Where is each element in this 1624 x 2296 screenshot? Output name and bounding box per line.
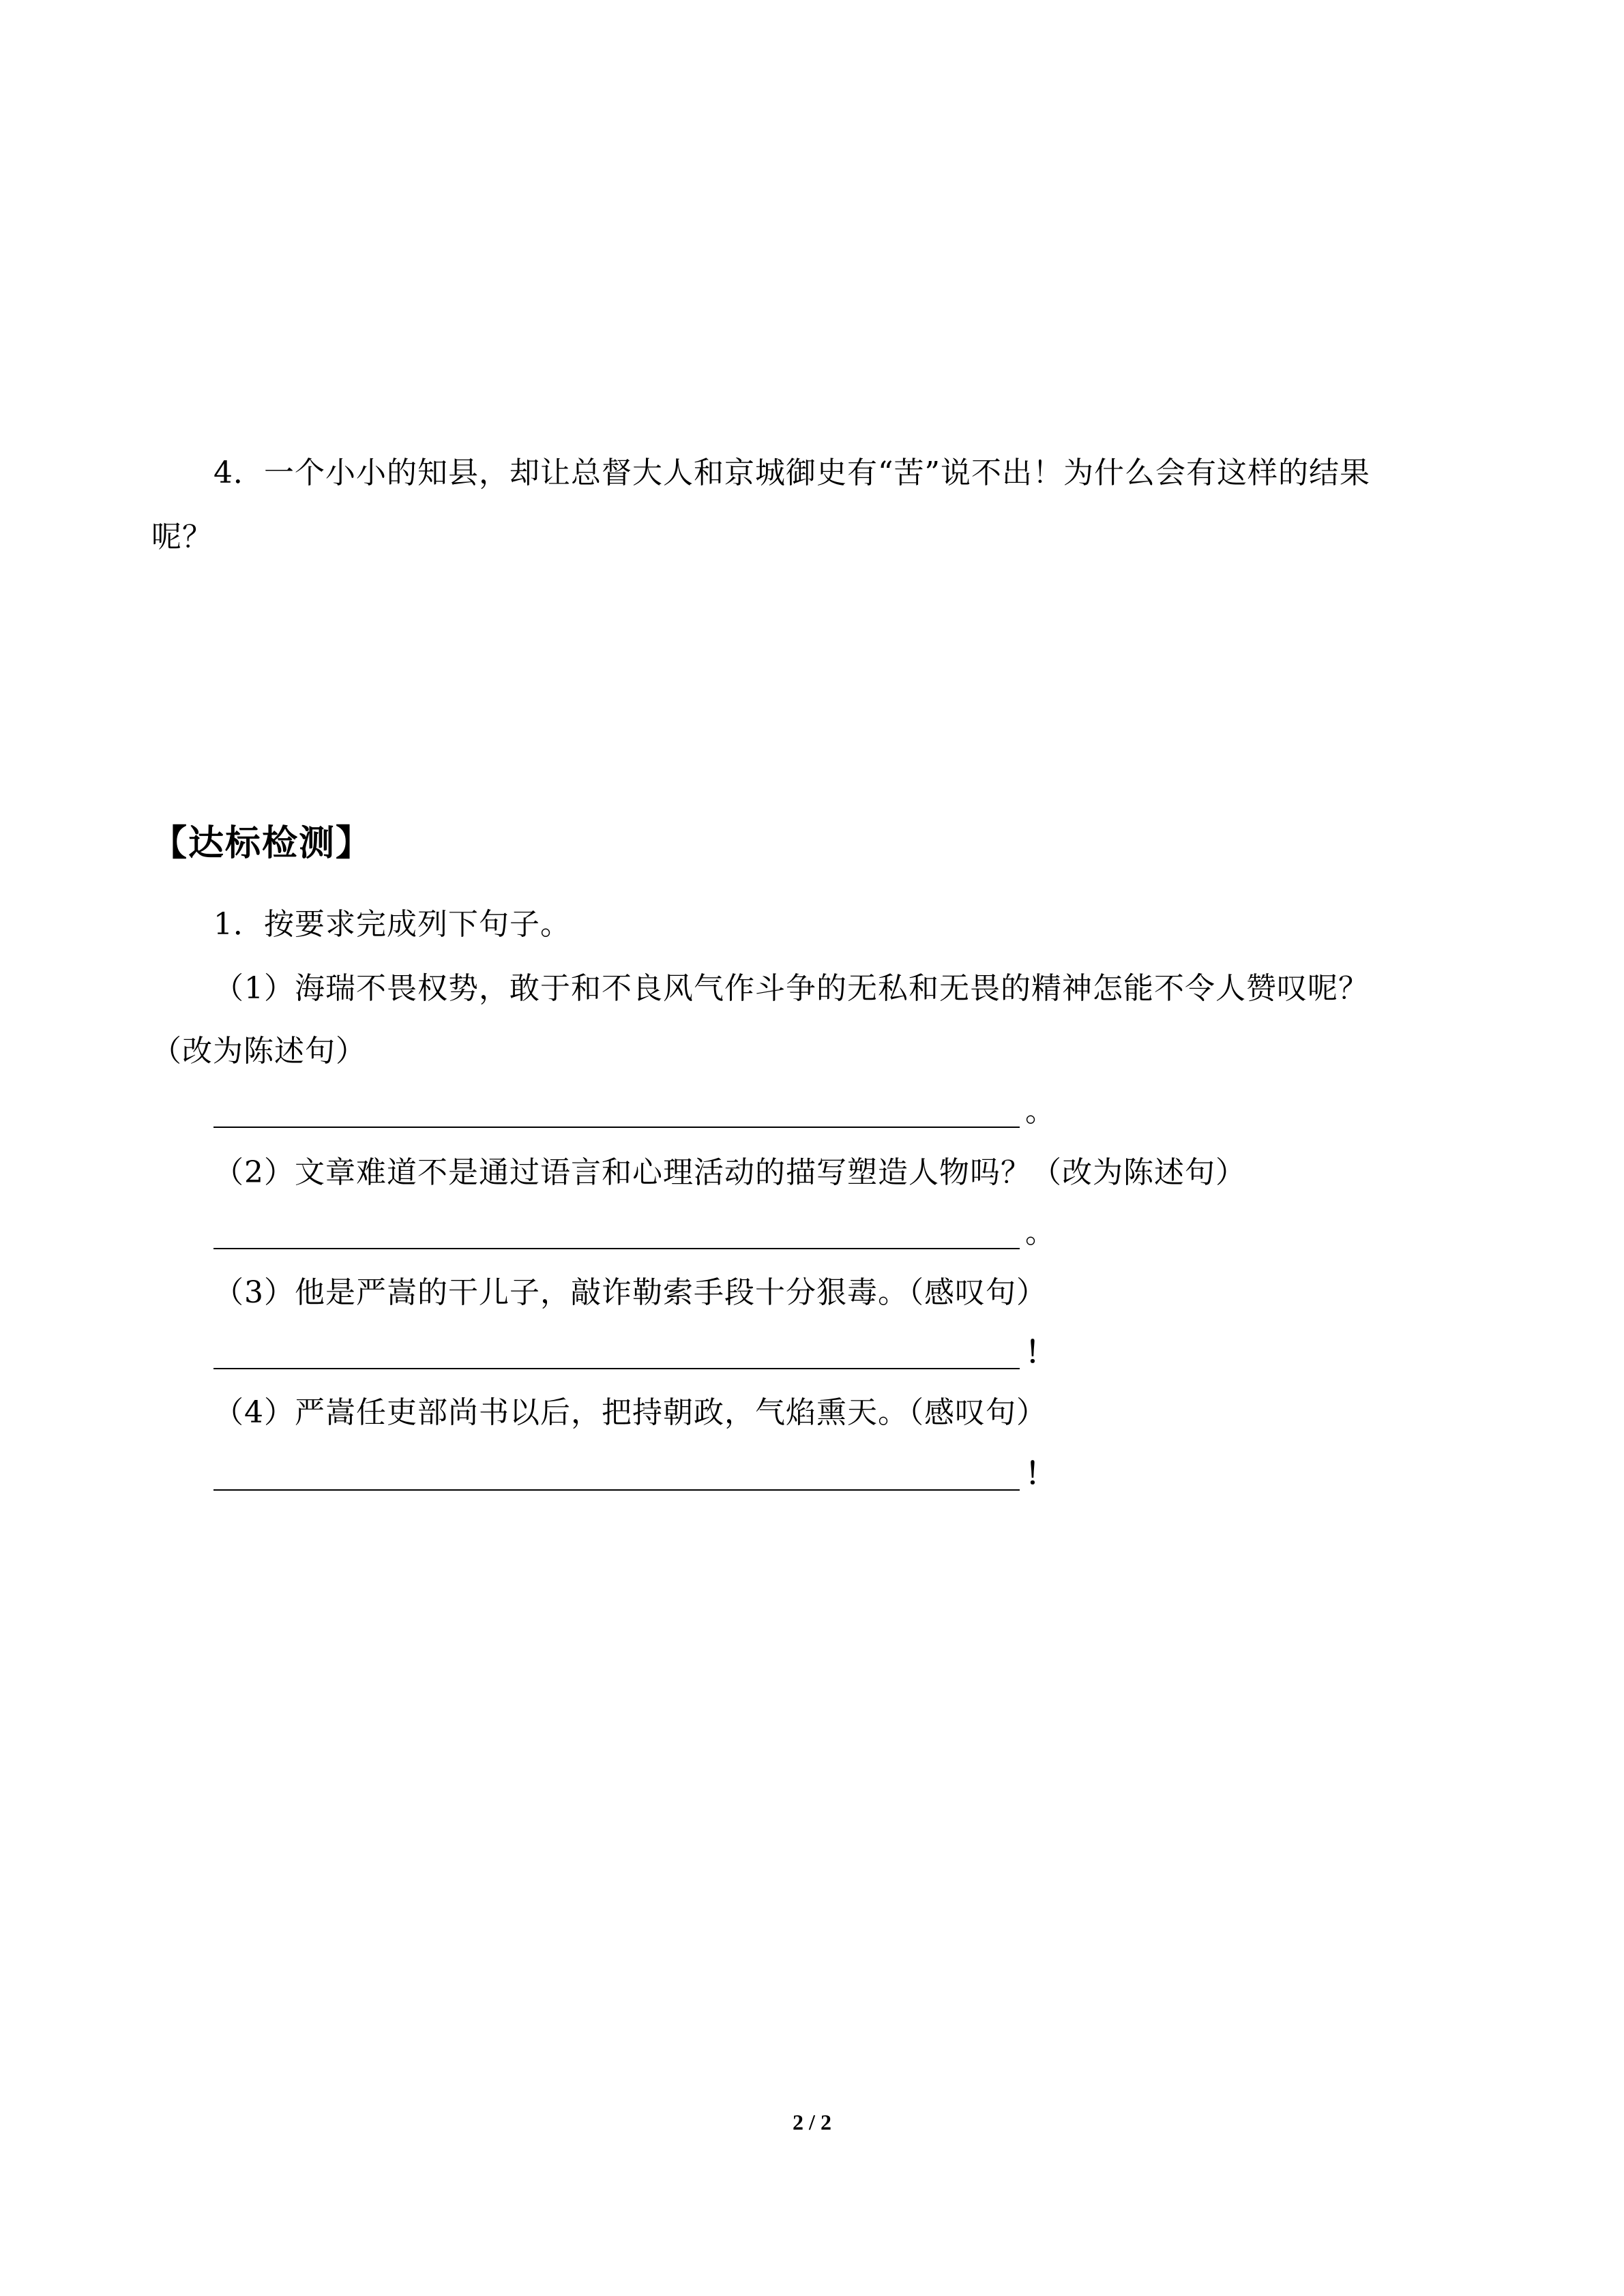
item-1-prompt: （1）海瑞不畏权势，敢于和不良风气作斗争的无私和无畏的精神怎能不令人赞叹呢？ (213, 971, 1369, 1006)
item-1-prompt-continued: （改为陈述句） (151, 1034, 366, 1069)
item-4-answer-end-punct: ！ (1025, 1457, 1055, 1491)
item-2-answer-row[interactable] (213, 1212, 1066, 1253)
question-4-line-1: 4．一个小小的知县，却让总督大人和京城御史有“苦”说不出！为什么会有这样的结果 (213, 456, 1370, 490)
item-3-answer-row[interactable] (213, 1332, 1066, 1373)
item-2-answer-blank[interactable] (213, 1248, 1020, 1249)
item-2-answer-end-punct: 。 (1025, 1215, 1055, 1250)
item-1-answer-end-punct: 。 (1025, 1094, 1055, 1129)
item-4-answer-row[interactable] (213, 1454, 1066, 1495)
question-4-line-2: 呢？ (151, 520, 213, 554)
item-3-prompt: （3）他是严嵩的干儿子，敲诈勒索手段十分狠毒。（感叹句） (213, 1275, 1047, 1310)
item-3-answer-end-punct: ！ (1025, 1335, 1055, 1370)
page-number: 2 / 2 (793, 2110, 831, 2134)
exercise-1-title: 1．按要求完成列下句子。 (213, 907, 571, 942)
item-2-prompt: （2）文章难道不是通过语言和心理活动的描写塑造人物吗？（改为陈述句） (213, 1155, 1246, 1190)
item-3-answer-blank[interactable] (213, 1368, 1020, 1369)
item-1-answer-blank[interactable] (213, 1127, 1020, 1128)
section-heading: 【达标检测】 (151, 823, 373, 864)
item-4-answer-blank[interactable] (213, 1489, 1020, 1491)
item-4-prompt: （4）严嵩任吏部尚书以后，把持朝政，气焰熏天。（感叹句） (213, 1395, 1047, 1430)
item-1-answer-row[interactable] (213, 1091, 1066, 1132)
